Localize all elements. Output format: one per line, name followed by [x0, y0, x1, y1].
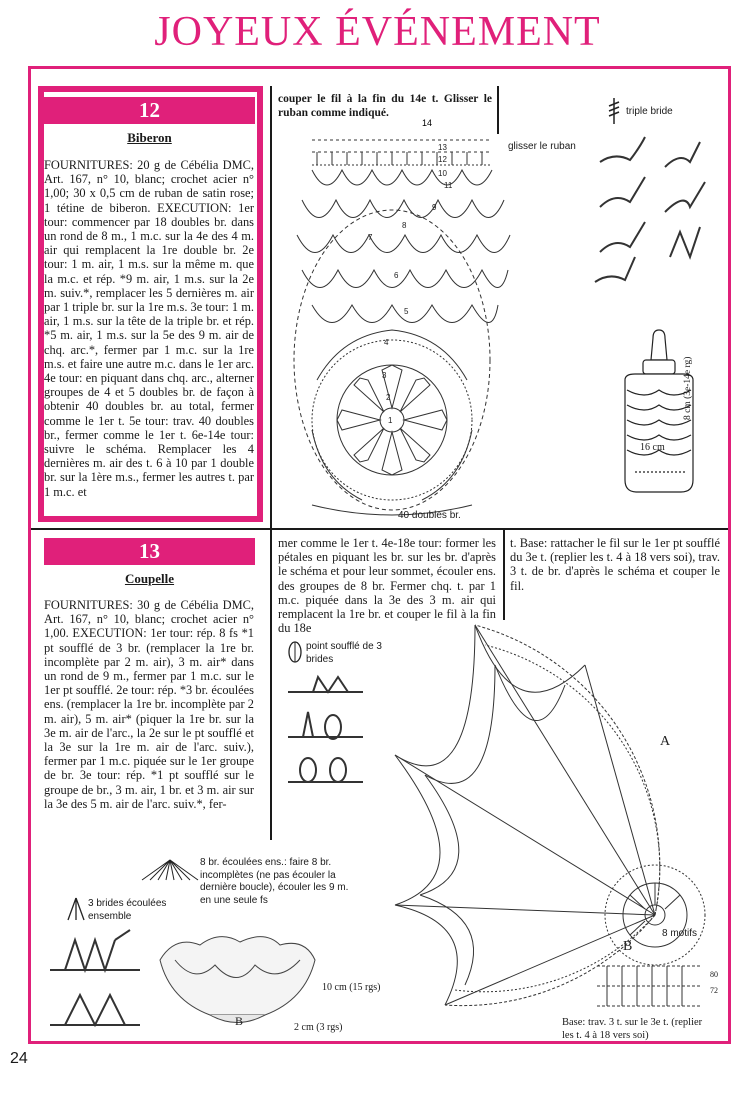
- section-divider: [31, 528, 728, 530]
- eight-brides-symbol: [140, 855, 200, 885]
- base-row-72: 72: [710, 986, 718, 995]
- three-brides-symbol: [66, 896, 86, 922]
- bottle-height-label: 8 cm (3e-14e rg): [683, 356, 693, 420]
- section-a-label: A: [660, 734, 671, 749]
- row-label: 10: [438, 169, 447, 178]
- base-row-80: 80: [710, 970, 718, 979]
- 40-doubles-label: 40 doubles br.: [398, 510, 461, 521]
- row-label: 2: [386, 393, 391, 402]
- page-title: JOYEUX ÉVÉNEMENT: [154, 9, 601, 55]
- row-label: 6: [394, 271, 399, 280]
- row-label: 8: [402, 221, 407, 230]
- point-souffle-steps-icon: [283, 672, 373, 797]
- bottle-width-label: 16 cm: [640, 442, 665, 453]
- row-label: 11: [444, 181, 453, 190]
- section-12-name: Biberon: [127, 130, 172, 145]
- row-label: 1: [388, 416, 393, 425]
- bowl-width-label: 10 cm (15 rgs): [322, 982, 381, 993]
- row-label: 13: [438, 143, 447, 152]
- bowl-height-label: 2 cm (3 rgs): [294, 1022, 343, 1033]
- row-14-label: 14: [422, 118, 433, 128]
- base-chart: [592, 958, 707, 1018]
- section-b-label: B: [623, 939, 633, 954]
- row-label: 4: [384, 338, 389, 347]
- baby-bottle-image: [615, 330, 715, 500]
- column-divider: [270, 530, 272, 840]
- base-label: Base: trav. 3 t. sur le 3e t. (replier les t. 4 à 18 vers soi): [562, 1017, 703, 1041]
- section-13-column-3: t. Base: rattacher le fil sur le 1er pt soufflé du 3e t. (replier les t. 4 à 18 vers soi), trav. 3 t. de br. d'après le schéma et couper le fil.: [510, 536, 720, 593]
- triple-bride-steps-icon: [590, 132, 725, 292]
- section-13-name: Coupelle: [124, 571, 175, 586]
- section-13-instructions: FOURNITURES: 30 g de Cébélia DMC, Art. 167, n° 10, blanc; crochet acier n° 1,00. EXECUTION: 1er tour: rép. 8 fs *1 pt soufflé de 3 br. (remplacer la 1re br. incomplète par 2 m. air), 3 m. air* dans un rond de 9 m., fermer par 1 m.c. sur le 1er pt soufflé. 2e tour: rép. *3 br. écoulées ens. (remplacer la 1re br. incomplète par 2 m. air), 5 m. air* (piquer la 1re br. sur la 3e m. air de l'arc., la 2e sur le pt soufflé et la 3e sur la 1re m. air de l'arc. suiv.), fermer par 1 m.c. piquée sur le 1er groupe de br. 3e tour: rép. *1 pt soufflé sur le groupe de br., 3 m. air, 1 br. et 3 m. air sur la 3e des 5 m. air de l'arc. suiv.*, fer-: [44, 598, 254, 811]
- row-label: 3: [382, 371, 387, 380]
- section-12-instructions: FOURNITURES: 20 g de Cébélia DMC, Art. 167, n° 10, blanc; crochet acier n° 1,00; 30 x 0,5 cm de ruban de satin rose; 1 tétine de biberon. EXECUTION: 1er tour: commencer par 18 doubles br. dans un rond de 8 m., 1 m.c. sur la 4e des 4 m. air qui remplacent la 1re double br. 2e tour: 1 m. air, 1 m.s. sur la même m. que la m.c. et rép. *9 m. air, 1 m.s. sur la 2e m. suiv.*, remplacer les 5 dernières m. air par 1 triple br. sur la 1re m.s. 3e tour: 1 m. air, 1 m.s. sur la tête de la triple br. et rép. *5 m. air, 1 m.s. sur la 5e des 9 m. air de chq. arc.*, fermer par 1 m.c. sur la 1re m.s. et faire une autre m.c. dans le 1er arc. 4e tour: en piquant dans chq. arc., alterner groupes de 4 et 5 doubles br. de façon à obtenir 40 doubles br. au total, fermer comme le 1er t. 5e tour: trav. 40 doubles br., fermer comme le 1er t. 6e-14e tour: suivre le schéma. Remplacer les 4 dernières m. air des t. 6 à 10 par 1 double br. sur la 1ère m.s., fermer les autres t. par 1 m.c. et: [44, 158, 254, 499]
- three-brides-label: 3 brides écoulées ensemble: [88, 898, 167, 922]
- point-souffle-label: point soufflé de 3 brides: [306, 641, 382, 665]
- triple-bride-label: triple bride: [626, 106, 673, 117]
- eight-brides-label: 8 br. écoulées ens.: faire 8 br. incomplètes (ne pas écouler la dernière boucle), écouler les 9 m. en une seule fs: [200, 857, 349, 906]
- row-label: 12: [438, 155, 447, 164]
- section-13-number: 13: [44, 538, 255, 565]
- section-12-continued: couper le fil à la fin du 14e t. Glisser le ruban comme indiqué.: [278, 93, 492, 120]
- section-12-number: 12: [44, 97, 255, 124]
- row-label: 5: [404, 307, 409, 316]
- bowl-image: [155, 930, 320, 1030]
- page-number: 24: [10, 1050, 28, 1067]
- point-souffle-symbol: [287, 641, 303, 663]
- row-label: 9: [432, 203, 437, 212]
- bowl-label-b: B: [235, 1014, 244, 1028]
- three-brides-steps-icon: [45, 925, 145, 1035]
- section-13-column-2: mer comme le 1er t. 4e-18e tour: former les pétales en piquant les br. sur les br. d'après le schéma et pour leur sommet, écouler ens. des groupes de 8 br. Fermer chq. t. par 1 m.c. piquée dans la 3e des 3 m. air qui remplacent la 1re br. et couper le fil à la fin du 18e: [278, 536, 496, 636]
- eight-motifs-label: 8 motifs: [662, 928, 698, 939]
- row-label: 7: [368, 233, 373, 242]
- column-divider: [497, 86, 499, 134]
- biberon-chart: [272, 118, 532, 520]
- glisser-ruban-label: glisser le ruban: [508, 141, 576, 152]
- triple-bride-symbol: [604, 96, 624, 126]
